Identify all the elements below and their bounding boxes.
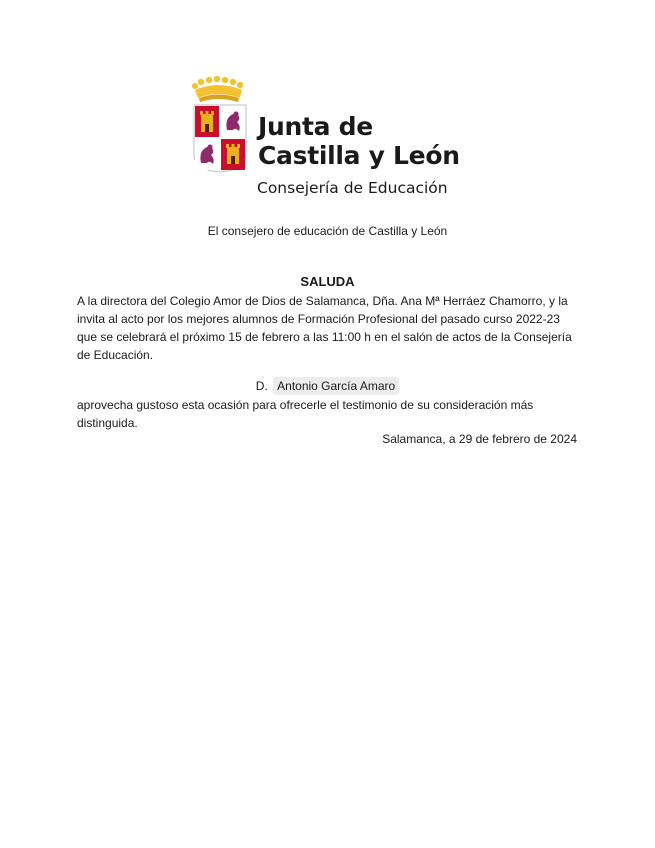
shield-icon — [194, 105, 246, 172]
place-date: Salamanca, a 29 de febrero de 2024 — [382, 432, 577, 446]
intro-line: El consejero de educación de Castilla y León — [207, 224, 448, 238]
logo-title-line2: Castilla y León — [258, 141, 460, 170]
logo-subtitle: Consejería de Educación — [257, 179, 448, 197]
signer-line — [0, 377, 655, 395]
logo-title-line1: Junta de — [258, 112, 373, 141]
letter-heading: SALUDA — [300, 274, 355, 289]
crown-icon — [192, 76, 243, 102]
letter-body: A la directora del Colegio Amor de Dios de Salamanca, Dña. Ana Mª Herráez Chamorro, y la invita al acto por los mejores alumnos de Formación Profesional del pasado curso 2022-23 que se celebrará el próximo 15 de febrero a las 11:00 h en el salón de actos de la Consejería de Educación. — [77, 294, 572, 362]
letter-closing: aprovecha gustoso esta ocasión para ofrecerle el testimonio de su consideración más distinguida. — [77, 398, 534, 430]
signer-name-field[interactable]: Antonio García Amaro — [273, 377, 399, 395]
signer-prefix: D. — [255, 379, 268, 393]
logo-title — [258, 112, 460, 170]
